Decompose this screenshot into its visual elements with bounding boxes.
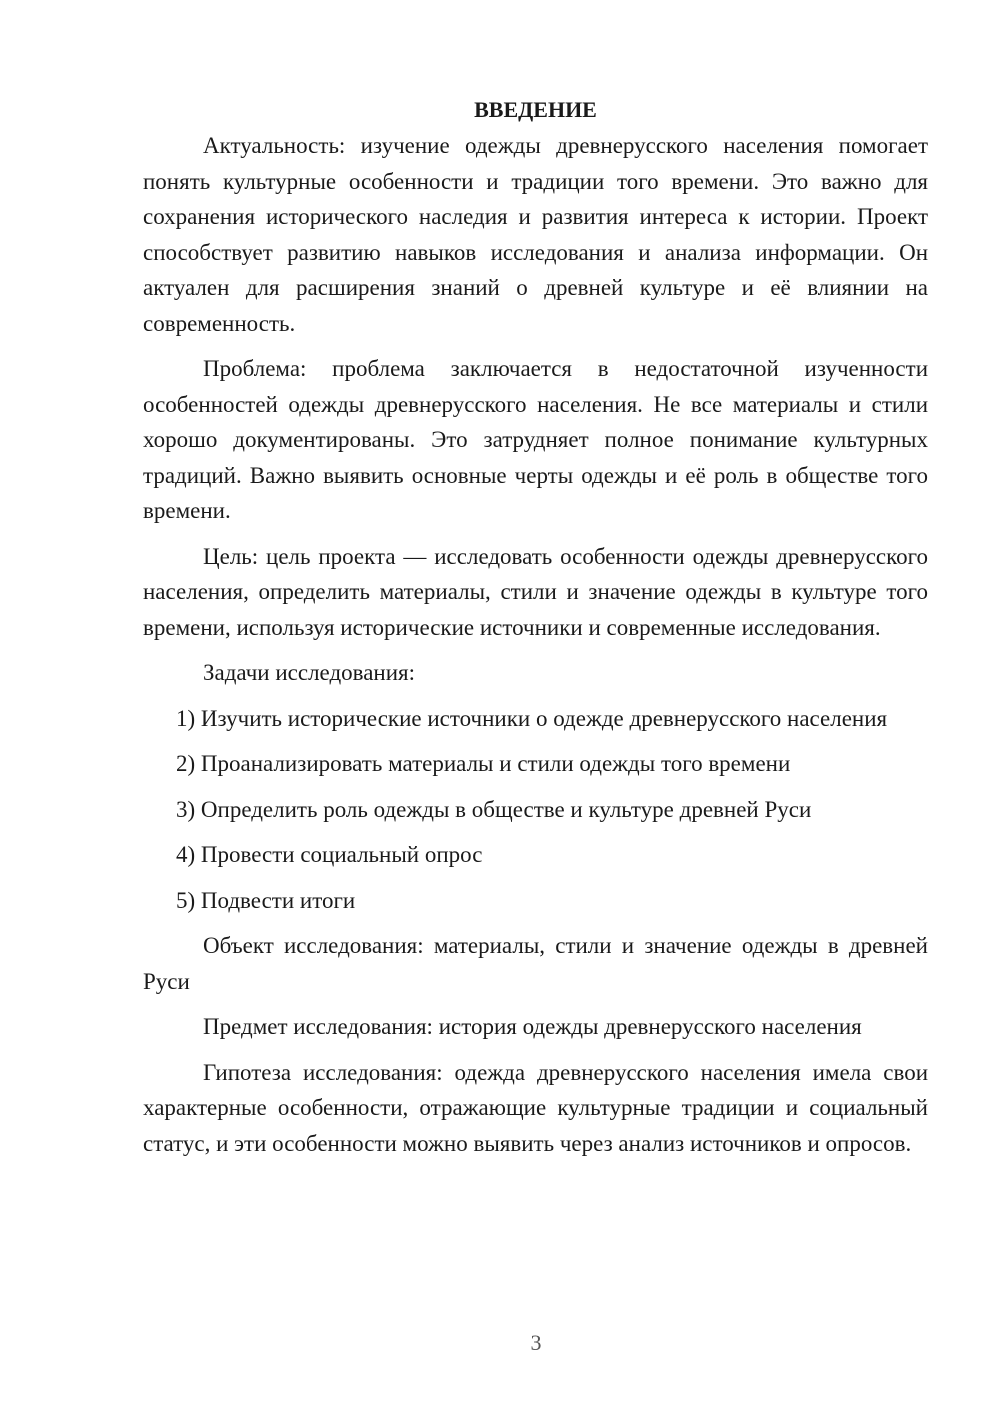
hypothesis-paragraph: Гипотеза исследования: одежда древнерусского населения имела свои характерные особенности, отражающие культурные традиции и социальный статус, и эти особенности можно выявить через анализ источников и опросов. — [143, 1059, 928, 1156]
page-title: ВВЕДЕНИЕ — [474, 97, 597, 122]
problem-paragraph: Проблема: проблема заключается в недостаточной изученности особенностей одежды древнерусского населения. Не все материалы и стили хорошо документированы. Это затрудняет полное понимание культурных традиций. Важно выявить основные черты одежды и её роль в обществе того времени. — [143, 356, 928, 523]
goal-paragraph: Цель: цель проекта — исследовать особенности одежды древнерусского населения, определить материалы, стили и значение одежды в культуре того времени, используя исторические источники и современные исследования. — [143, 543, 928, 640]
task-item-3: 3) Определить роль одежды в обществе и культуре древней Руси — [176, 796, 812, 822]
task-item-2: 2) Проанализировать материалы и стили одежды того времени — [176, 751, 791, 776]
relevance-paragraph: Актуальность: изучение одежды древнерусского населения помогает понять культурные особенности и традиции того времени. Это важно для сохранения исторического наследия и развития интереса к истории. Проект способствует развитию навыков исследования и анализа информации. Он актуален для расширения знаний о древней культуре и её влиянии на современность. — [143, 133, 928, 336]
page-number: 3 — [530, 1330, 542, 1355]
task-item-4: 4) Провести социальный опрос — [176, 842, 483, 867]
subject-paragraph: Предмет исследования: история одежды древнерусского населения — [203, 1014, 862, 1039]
object-paragraph: Объект исследования: материалы, стили и значение одежды в древней Руси — [143, 933, 928, 994]
tasks-list — [143, 701, 928, 919]
tasks-heading: Задачи исследования: — [203, 660, 416, 685]
task-item-5: 5) Подвести итоги — [176, 887, 356, 913]
task-item-1: 1) Изучить исторические источники о одежде древнерусского населения — [176, 705, 888, 731]
page-content — [143, 92, 928, 1171]
